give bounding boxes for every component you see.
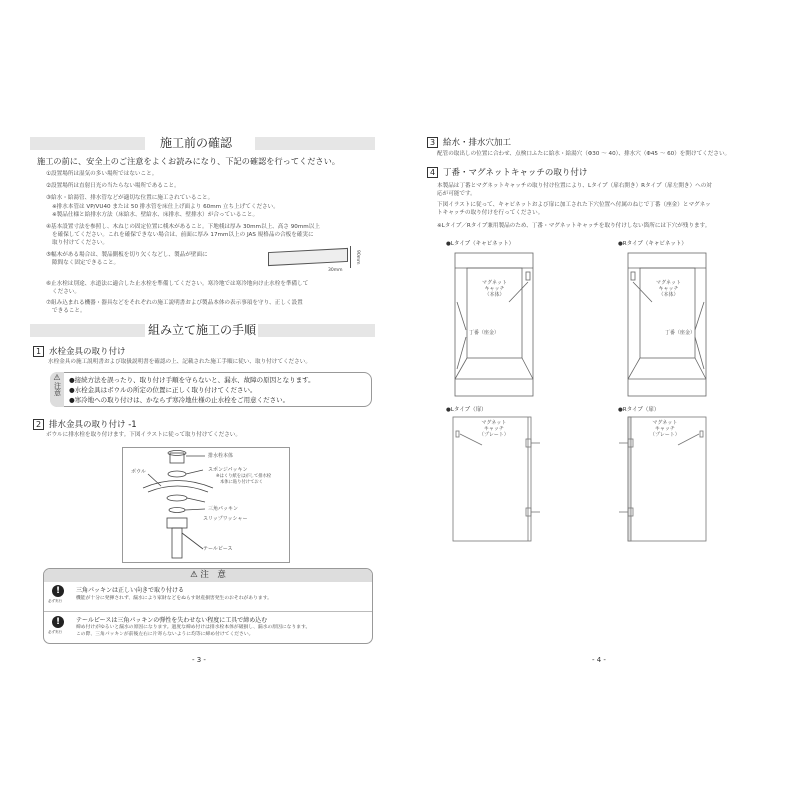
caution-head: テールピースは三角パッキンの弾性を失わせない程度に工具で締め込む: [76, 617, 268, 624]
item: ください。: [52, 289, 80, 295]
part-sponge-packing: スポンジパッキン: [208, 467, 248, 473]
step4-note: ※Lタイプ／Rタイプ兼用製品のため、丁番・マグネットキャッチを取り付けしない箇所には下穴が残ります。: [437, 223, 711, 229]
magnet-plate-label: マグネット キャッチ （プレート）: [650, 420, 680, 438]
magnet-body-label: マグネット キャッチ （本体）: [482, 280, 507, 298]
part-note: 本体に貼り付けておく: [220, 480, 263, 485]
step3-desc: 配管の取出しの位置に合わせ、点検口ふたに給水・給湯穴（Φ30 ～ 40）、排水穴（Φ45 ～ 60）を開けてください。: [437, 151, 731, 157]
mandatory-icon: !: [52, 616, 64, 628]
step2-desc: ボウルに排水栓を取り付けます。下図イラストに従って取り付けてください。: [46, 432, 241, 438]
step1-desc: 水栓金具の施工説明書および取扱説明書を確認の上、記載された施工手順に従い、取り付けてください。: [48, 359, 311, 365]
fig-label-r-door: ●Rタイプ（扉）: [618, 407, 660, 413]
caution-head: 三角パッキンは正しい向きで取り付ける: [76, 587, 184, 594]
item: ※排水本管は VP/VU40 または 50 排水管を床仕上げ面より 60mm 立ち上げてください。: [52, 204, 279, 210]
fig-label-r-cabinet: ●Rタイプ（キャビネット）: [618, 241, 687, 247]
fig-label-l-door: ●Lタイプ（扉）: [446, 407, 487, 413]
step-title: 排水金具の取り付け -1: [49, 420, 137, 430]
caution-item: ●寒冷地への取り付けは、かならず寒冷地仕様の止水栓をご用意ください。: [69, 396, 290, 404]
caution-panel-title: ⚠ 注 意: [44, 569, 372, 582]
item: を確保してください。これを確保できない場合は、前面に厚み 17mm以上の JAS 規格品の合板を確実に: [52, 232, 314, 238]
title-bar-left: [30, 137, 145, 150]
baseboard-figure: [268, 246, 368, 278]
item: ⑤幅木がある場合は、製品側板を切り欠くなどし、製品が壁面に: [46, 252, 208, 258]
item: 隙間なく固定できること。: [52, 260, 120, 266]
hinge-label: 丁番（座金）: [665, 330, 696, 336]
item: ⑦組み込まれる機器・器具などをそれぞれの施工説明書および製品本体の表示事項を守り、正しく設置: [46, 300, 303, 306]
part-triangle-packing: 三角パッキン: [208, 506, 238, 512]
step4-text: 本製品は丁番とマグネットキャッチの取り付け位置により、Lタイプ（扉右開き）Rタイプ（扉左開き）への対: [437, 183, 712, 189]
step4-heading: [427, 166, 587, 178]
item: ⑥止水栓は別途、水道法に適合した止水栓を準備してください。寒冷地では寒冷地向け止水栓を準備して: [46, 281, 309, 287]
intro-text: 施工の前に、安全上のご注意をよくお読みになり、下記の確認を行ってください。: [37, 156, 340, 166]
mandatory-icon: !: [52, 585, 64, 597]
part-tailpiece: テールピース: [203, 546, 233, 552]
item: ※製品仕様と給排水方法（床給水、壁給水、床排水、壁排水）が合っていること。: [52, 212, 259, 218]
title-bar-left: [30, 324, 145, 337]
step-title: 水栓金具の取り付け: [49, 347, 126, 357]
caution-label: ⚠ 注意: [50, 372, 64, 407]
drain-exploded-illustration: [123, 448, 289, 562]
caution-box: [50, 372, 372, 407]
caution-list: [69, 375, 315, 405]
magnet-plate-label: マグネット キャッチ （プレート）: [479, 420, 509, 438]
hinge-label: 丁番（座金）: [469, 330, 500, 336]
item: ④基本設置寸法を参照し、木ねじの固定位置に桟木があること。下地桟は厚み 30mm以上、高さ 90mm以上: [46, 224, 320, 230]
step4-text: 応が可能です。: [437, 191, 476, 197]
step1-heading: [33, 345, 126, 357]
dim-width: 30mm: [328, 268, 343, 273]
item: ①設置場所は湿気の多い場所ではないこと。: [46, 171, 158, 177]
fig-label-l-cabinet: ●Lタイプ（キャビネット）: [446, 241, 515, 247]
mandatory-label: 必ず実行: [48, 599, 62, 603]
step-number: 4: [427, 167, 438, 178]
step-number: 1: [33, 346, 44, 357]
part-drain-body: 排水栓本体: [208, 453, 234, 459]
step2-heading: [33, 418, 137, 430]
caution-row: [44, 582, 372, 612]
title-bar-right: [255, 137, 375, 150]
dim-height: 90mm: [355, 250, 360, 265]
step4-text: 下図イラストに従って、キャビネットおよび扉に加工された下穴位置へ付属のねじで丁番（座金）とマグネッ: [437, 202, 711, 208]
r-cabinet-drawing: [627, 252, 709, 398]
section-title-assembly: 組み立て施工の手順: [148, 323, 257, 337]
part-bowl: ボウル: [131, 469, 146, 475]
step-number: 3: [427, 137, 438, 148]
caution-body: 機能が十分に発揮されず、漏水により家財などをぬらす財産損害発生のおそれがあります。: [76, 596, 272, 601]
part-slip-washer: スリップワッシャー: [203, 516, 248, 522]
caution-item: ●接続方法を誤ったり、取り付け手順を守らないと、漏水、故障の原因となります。: [69, 376, 315, 384]
caution-body: この際、三角パッキンが前後左右に片寄らないように均等に締め付けてください。: [76, 632, 254, 637]
step3-heading: [427, 136, 511, 148]
step-number: 2: [33, 419, 44, 430]
item: ②設置場所は直射日光の当たらない場所であること。: [46, 183, 180, 189]
caution-row: [44, 612, 372, 644]
step4-text: トキャッチの取り付けを行ってください。: [437, 210, 544, 216]
section-title-pre-check: 施工前の確認: [160, 136, 233, 150]
caution-body: 締め付けがゆるいと漏水の原因になります。過度な締め付けは排水栓本体が破損し、漏水の原因になります。: [76, 625, 311, 630]
drain-parts-diagram: [122, 447, 290, 563]
step-title: 丁番・マグネットキャッチの取り付け: [443, 168, 588, 178]
caution-panel: [43, 568, 373, 644]
page-number-left: - 3 -: [192, 656, 206, 664]
page-number-right: - 4 -: [592, 656, 606, 664]
mandatory-label: 必ず実行: [48, 630, 62, 634]
item: 取り付けてください。: [52, 240, 108, 246]
caution-item: ●水栓金具はボウルの所定の位置に正しく取り付けてください。: [69, 386, 257, 394]
part-note: ※はくり紙をはがして排水栓: [216, 474, 272, 479]
step-title: 給水・排水穴加工: [443, 138, 512, 148]
title-bar-right: [258, 324, 375, 337]
l-cabinet-drawing: [454, 252, 536, 398]
item: できること。: [52, 308, 86, 314]
item: ③給水・給湯管、排水管などが適切な位置に施工されていること。: [46, 195, 214, 201]
magnet-body-label: マグネット キャッチ （本体）: [656, 280, 681, 298]
